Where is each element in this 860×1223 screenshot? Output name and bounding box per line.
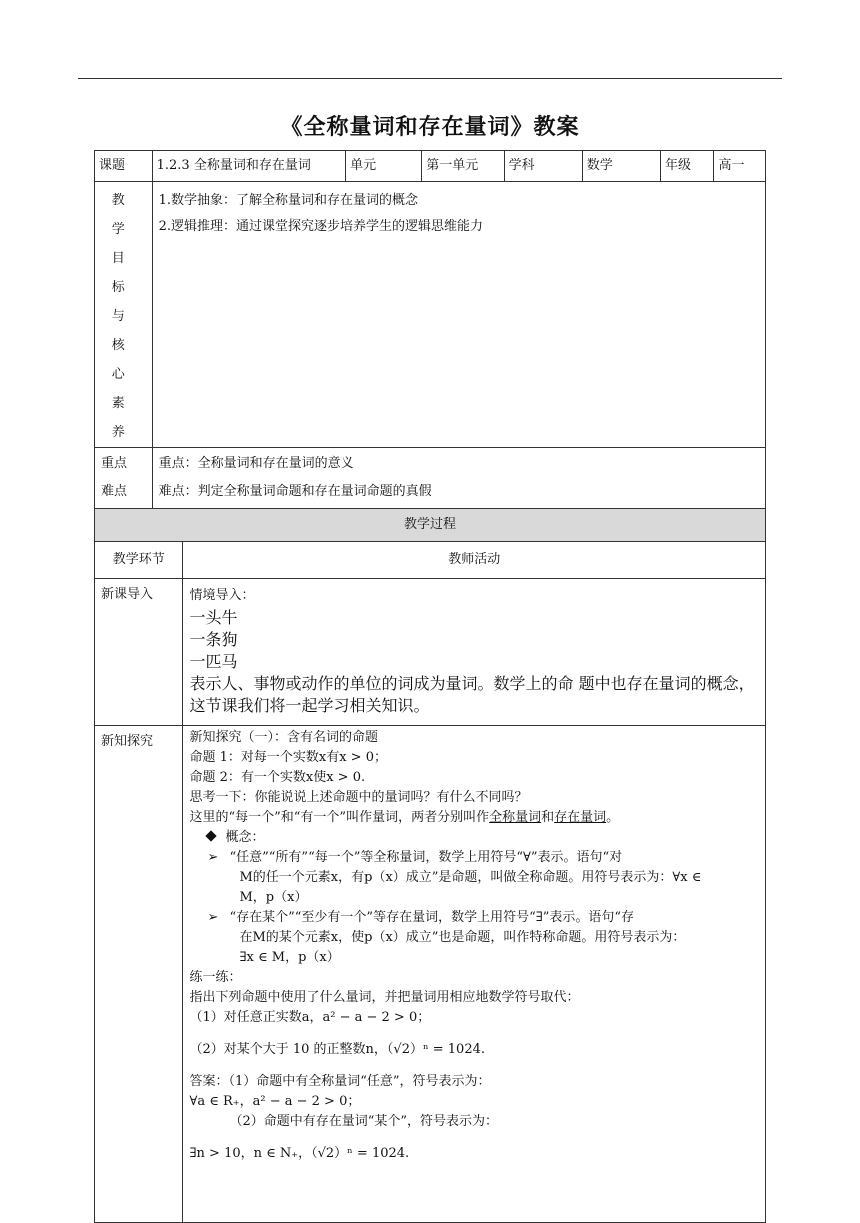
grade-value: 高一 [714,151,766,182]
activity-column-header: 教师活动 [183,542,766,579]
intro-content [183,579,766,726]
difficult-point: 难点：判定全称量词命题和存在量词命题的真假 [158,484,432,499]
question-1: （1）对任意正实数a，a² − a − 2 > 0； [189,1010,431,1025]
quantifier-definition: 这里的“每一个”和“有一个”叫作量词，两者分别叫作全称量词和存在量词。 [189,810,620,825]
bullet-existential: ➢ “存在某个”“至少有一个”等存在量词，数学上用符号“∃”表示。语句“存 [189,908,759,928]
explore-heading: 新知探究（一）：含有名词的命题 [189,730,378,745]
existential-term: 存在量词 [554,810,607,825]
keypoints-label: 重点 难点 [95,448,153,509]
arrowhead-bullet-icon: ➢ [207,910,219,925]
proposition-1: 命题 1：对每一个实数x有x > 0； [189,750,387,765]
arrowhead-bullet-icon: ➢ [207,850,219,865]
intro-heading: 情境导入： [189,588,255,603]
universal-term: 全称量词 [489,810,542,825]
topic-value: 1.2.3 全称量词和存在量词 [152,151,345,182]
subject-label: 学科 [504,151,582,182]
goals-content [152,182,765,448]
process-title: 教学过程 [95,509,766,542]
proposition-2: 命题 2：有一个实数x使x > 0. [189,770,366,785]
practice-task: 指出下列命题中使用了什么量词，并把量词用相应地数学符号取代： [189,990,580,1005]
question-2: （2）对某个大于 10 的正整数n，（√2）ⁿ = 1024. [189,1042,485,1057]
keypoints-row [95,448,766,509]
answer-2: （2）命题中有存在量词“某个”，符号表示为： [229,1114,499,1129]
goals-row [95,182,766,448]
keypoints-content [152,448,765,509]
column-header-row [95,542,766,579]
bullet-universal: ➢ “任意”“所有”“每一个”等全称量词，数学上用符号“∀”表示。语句“对 [189,848,759,868]
answer-2-symbolic: ∃n > 10，n ∈ N₊，（√2）ⁿ = 1024. [189,1146,410,1161]
subject-value: 数学 [582,151,660,182]
topic-label: 课题 [95,151,153,182]
header-rule [78,78,782,79]
answer-1: 答案：（1）命题中有全称量词“任意”，符号表示为： [189,1074,491,1089]
document-title: 《全称量词和存在量词》教案 [280,115,580,140]
intro-stage: 新课导入 [95,579,183,726]
example-item: 一条狗 [189,630,238,649]
header-row [95,151,766,182]
explore-stage: 新知探究 [95,726,183,1223]
key-point: 重点：全称量词和存在量词的意义 [158,456,354,471]
example-item: 一匹马 [189,652,238,671]
answer-1-symbolic: ∀a ∈ R₊，a² − a − 2 > 0； [189,1094,361,1109]
goal-item: 2.逻辑推理：通过课堂探究逐步培养学生的逻辑思维能力 [158,219,484,234]
stage-column-header: 教学环节 [95,542,183,579]
unit-label: 单元 [346,151,422,182]
explore-row [95,726,766,1223]
process-title-row [95,509,766,542]
lesson-plan-table [94,150,766,1223]
think-question: 思考一下：你能说说上述命题中的量词吗？有什么不同吗？ [189,790,528,805]
goal-item: 1.数学抽象：了解全称量词和存在量词的概念 [158,193,419,208]
practice-heading: 练一练： [189,970,242,985]
diamond-bullet-icon [206,830,217,841]
intro-row [95,579,766,726]
explore-content: 新知探究（一）：含有名词的命题 命题 1：对每一个实数x有x > 0； 命题 2：有一个实数x使x > 0. 思考一下：你能说说上述命题中的量词吗？有什么不同吗？ 这里的“每一个”和“有一个”叫作量词，两者分别叫作全称量词和存在量词。 概念： ➢ “任意”“所有”“每一个”等全称量词，数学上用符号“∀”表示。语句“对 M的任一个元素x，有p（x）成立”是命题，叫做全称命题。用符号表示为：∀x ∈ M，p（x） ➢ “存在某个”“至少有一个”等存在量词，数学上用符号“∃”表示。语句“存 在M的某个元素x，使p（x）成立”也是命题，叫作特称命题。用符号表示为： ∃x ∈ M，p（x） 练一练： 指出下列命题中使用了什么量词，并把量词用相应地数学符号取代： （1）对任意正实数a，a² − a − 2 > 0； （2）对某个大于 10 的正整数n，（√2）ⁿ = 1024. 答案：（1）命题中有全称量词“任意”，符号表示为： ∀a ∈ R₊，a² − a − 2 > 0； （2）命题中有存在量词“某个”，符号表示为： ∃n > 10，n ∈ N₊，（√2）ⁿ = 1024. [183,726,766,1223]
example-item: 一头牛 [189,608,238,627]
intro-text: 表示人、事物或动作的单位的词成为量词。数学上的命 题中也存在量词的概念，这节课我们将一起学习相关知识。 [189,674,755,715]
unit-value: 第一单元 [422,151,504,182]
grade-label: 年级 [660,151,714,182]
goals-label: 教学 目标 与核 心素 养 [95,182,153,448]
concept-heading: 概念： [189,828,759,848]
